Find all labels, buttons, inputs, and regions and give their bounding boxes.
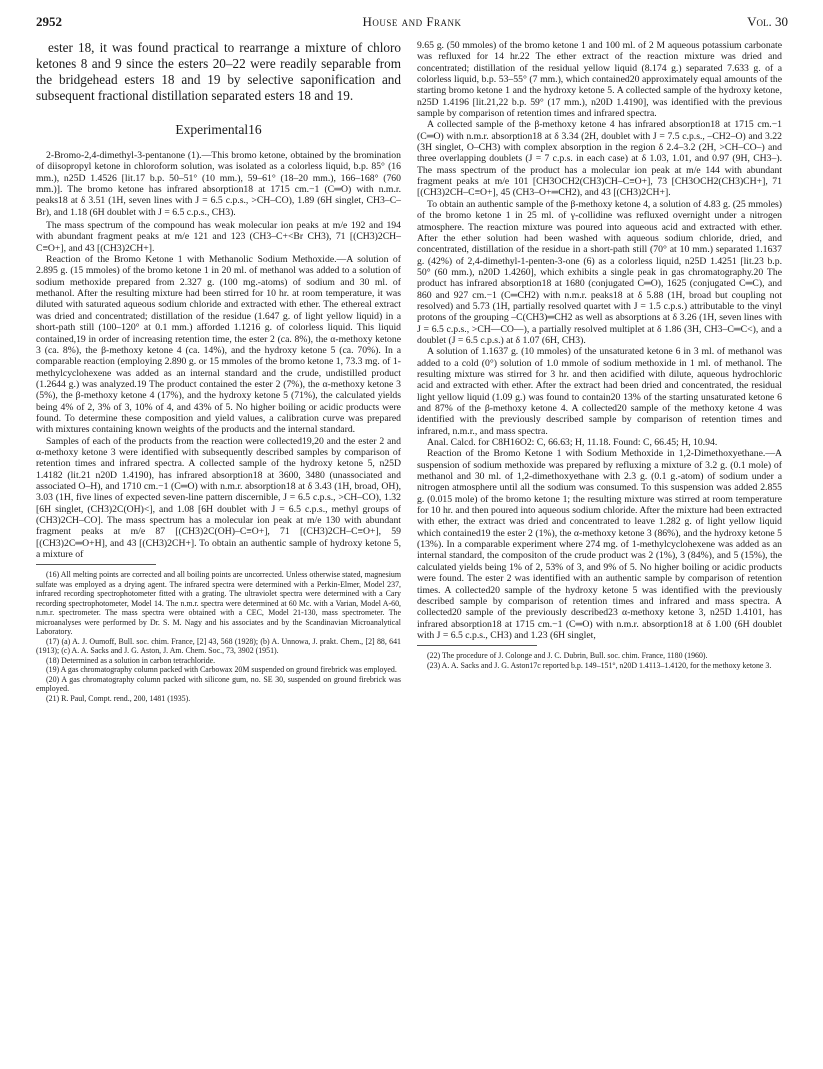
running-header — [36, 14, 788, 34]
footnote-20: (20) A gas chromatography column packed with silicone gum, no. SE 30, suspended on ground firebrick was employed. — [36, 674, 401, 694]
footnote-divider — [36, 564, 156, 565]
paragraph-analysis: Anal. Calcd. for C8H16O2: C, 66.63; H, 11.18. Found: C, 66.45; H, 10.94. — [427, 437, 718, 449]
paragraph-continued: 9.65 g. (50 mmoles) of the bromo ketone 1 and 100 ml. of 2 M aqueous potassium carbonate was refluxed for 14 hr.22 The ether extract of the reaction mixture was dried and concentrated; distillation of the residual yellow liquid (8.174 g.) separated 7.633 g. of a colorless liquid, b.p. 53–55° (7 mm.), which contained20 approximately equal amounts of the starting bromo ketone 1 and the hydroxy ketone 5. A collected sample of the hydroxy ketone, n25D 1.4196 [lit.21,22 b.p. 59° (17 mm.), n20D 1.4190], was identified with the previous sample by comparison of retention times and infrared spectra. — [417, 40, 782, 120]
paragraph-authentic-sample: To obtain an authentic sample of the β-methoxy ketone 4, a solution of 4.83 g. (25 mmoles) of the bromo ketone 1 in 25 ml. of γ-collidine was refluxed overnight under a nitrogen atmosphere. The reaction mixture was poured into aqueous acid and extracted with ether. After the ether solution had been washed with aqueous sodium chloride, dried, and concentrated, distillation of the residue in a short-path still (70° at 10 mm.) separated 1.1637 g. (42%) of 2,4-dimethyl-1-penten-3-one (6) as a colorless liquid, n25D 1.4251 [lit.23 b.p. 50° (60 mm.), n20D 1.4260], which exhibits a single peak in gas chromatography.20 The product has infrared absorption18 at 1680 (conjugated C═O), 1625 (conjugated C═C), and 860 and 927 cm.−1 (C═CH2) with n.m.r. peaks18 at δ 5.88 (1H, broad but coupling not resolved) and 5.73 (1H, partially resolved quartet with J = 1.5 c.p.s.) attributable to the vinyl protons of the grouping –C(CH3)═CH2 as well as absorptions at δ 3.26 (1H, seven lines with J = 6.5 c.p.s., >CH—CO—), a partially resolved multiplet at δ 1.86 (3H, CH3–C═C<), and a doublet (J = 6.5 c.p.s.) at δ 1.07 (6H, CH3). — [417, 198, 782, 346]
volume-label: Vol. 30 — [747, 14, 788, 29]
footnote-19: (19) A gas chromatography column packed with Carbowax 20M suspended on ground firebrick was employed. — [46, 665, 397, 675]
right-column — [417, 40, 782, 670]
footnote-22: (22) The procedure of J. Colonge and J. C. Dubrin, Bull. soc. chim. France, 1180 (1960). — [427, 651, 708, 661]
paragraph-product-samples: Samples of each of the products from the reaction were collected19,20 and the ester 2 and α-methoxy ketone 3 were identified with subsequently described samples by comparison of retention times and infrared spectra. A collected sample of the hydroxy ketone 5, n25D 1.4182 (lit.21 n20D 1.4190), has infrared absorption18 at 3600, 3480 (unassociated and associated O–H), and 1710 cm.−1 (C═O) with n.m.r. absorption18 at δ 3.43 (1H, broad, OH), 3.03 (1H, five lines of expected seven-line pattern discernible, J = 6.5 c.p.s., >CH–CO), 1.32 [6H singlet, (CH3)2C(OH)<], and 1.08 [6H doublet with J = 6.5 c.p.s., methyl groups of (CH3)2CH–CO]. The mass spectrum has a molecular ion peak at m/e 130 with abundant fragment peaks at m/e 87 [(CH3)2C(OH)–C≡O+], 71 [(CH3)2CH–C≡O+], 59 [(CH3)2C═O+H], and 43 [(CH3)2CH+]. To obtain an authentic sample of hydroxy ketone 5, a mixture of — [36, 435, 401, 561]
running-title: House and Frank — [362, 14, 462, 29]
footnote-21: (21) R. Paul, Compt. rend., 200, 1481 (1935). — [46, 693, 191, 703]
paragraph-beta-methoxy: A collected sample of the β-methoxy ketone 4 has infrared absorption18 at 1715 cm.−1 (C═O) with n.m.r. absorption18 at δ 3.34 (2H, doublet with J = 7.5 c.p.s., –CH2–O) and 3.22 (3H singlet, O–CH3) with complex absorption in the region δ 2.4–3.2 (2H, >CH–CO–) and three overlapping doublets (J = 7 c.p.s. in each case) at δ 1.03, 1.01, and 0.97 (9H, CH3–). The mass spectrum of the product has a molecular ion peak at m/e 144 with abundant fragment peaks at m/e 101 [CH3OCH2(CH3)CH–C≡O+], 73 [CH3OCH2(CH3)CH+], 71 [(CH3)2CH–C≡O+], 45 (CH3–O+═CH2), and 43 [(CH3)2CH+]. — [417, 119, 782, 199]
paragraph-unsaturated-ketone: A solution of 1.1637 g. (10 mmoles) of the unsaturated ketone 6 in 3 ml. of methanol was added to a cold (0°) solution of 1.0 mmole of sodium methoxide in 1 ml. of methanol. The resulting mixture was stirred for 3 hr. and then acidified with dilute, aqueous hydrochloric acid and extracted with ether. After the extract had been dried and concentrated, the residual light yellow liquid (1.09 g.) was found to contain20 13% of the starting unsaturated ketone 6 and 87% of the β-methoxy ketone 4. A collected20 sample of the methoxy ketone 4 was identified with the previously described sample by comparison of retention times and infrared, n.m.r., and mass spectra. — [417, 346, 782, 437]
footnote-23: (23) A. A. Sacks and J. G. Aston17c reported b.p. 149–151°, n20D 1.4113–1.4120, for the methoxy ketone 3. — [427, 660, 772, 670]
footnote-18: (18) Determined as a solution in carbon tetrachloride. — [46, 655, 216, 665]
page-number: 2952 — [36, 14, 62, 29]
paragraph-dimethoxyethane: Reaction of the Bromo Ketone 1 with Sodium Methoxide in 1,2-Dimethoxyethane.—A suspension of sodium methoxide was prepared by refluxing a mixture of 3.2 g. (0.1 mole) of methanol and 30 ml. of 1,2-dimethoxyethane with 2.3 g. (0.1 g.-atom) of sodium under a nitrogen atmosphere until all the sodium was consumed. To this suspension was added 2.855 g. (0.015 mole) of the bromo ketone 1; the resulting mixture was stirred at room temperature for 10 hr. and then poured into aqueous sodium chloride. After the mixture had been extracted with ether, the extract was dried and concentrated to leave 1.282 g. of light yellow liquid which contained19 the ester 2 (1%), the α-methoxy ketone 3 (86%), and the hydroxy ketone 5 (13%). In a comparable experiment where 274 mg. of 1-methylcyclohexene was added as an internal standard, the compositon of the crude product was 2 (1%), 3 (84%), and 5 (15%), the calculated yields being 1% of 2, 53% of 3, and 9% of 5. No higher boiling or acidic products were found. The ester 2 was identified with an authentic sample by comparison of retention times. A collected20 sample of the hydroxy ketone 5 was identified with the previously described sample by comparison of retention times and infrared and mass spectra. A collected20 sample of the previously described23 α-methoxy ketone 3, n25D 1.4101, has infrared absorption18 at 1715 cm.−1 (C═O) with n.m.r. absorption18 at δ 1.00 (6H doublet with J = 6.5 c.p.s., CH3) and 1.23 (6H singlet, — [417, 448, 782, 641]
lead-paragraph: ester 18, it was found practical to rearrange a mixture of chloro ketones 8 and 9 since the esters 20–22 were readily separable from the bridgehead esters 18 and 19 by selective saponification and subsequent fractional distillation separated esters 18 and 19. — [36, 40, 401, 103]
paragraph-methanolic-reaction: Reaction of the Bromo Ketone 1 with Methanolic Sodium Methoxide.—A solution of 2.895 g. (15 mmoles) of the bromo ketone 1 in 20 ml. of methanol was added to a solution of sodium methoxide prepared from 2.327 g. (100 mg.-atoms) of sodium and 30 ml. of methanol. After the resulting mixture had been stirred for 10 hr. at room temperature, it was diluted with saturated aqueous sodium chloride and extracted with ether. The ethereal extract was dried and concentrated; distillation of the residue (1.647 g. of light yellow liquid) in a short-path still (100–120° at 0.1 mm.) afforded 1.1216 g. of colorless liquid. This liquid contained,19 in order of increasing retention time, the ester 2 (ca. 8%), the α-methoxy ketone 3 (ca. 8%), the β-methoxy ketone 4 (ca. 14%), and the hydroxy ketone 5 (ca. 70%). In a comparable reaction (employing 2.890 g. or 15 mmoles of the bromo ketone 1, 73.3 mg. of 1-methylcyclohexene was added as an internal standard and the crude, undistilled product (1.2644 g.) was analyzed.19 The product contained the ester 2 (7%), the α-methoxy ketone 3 (5%), the β-methoxy ketone 4 (17%), and the hydroxy ketone 5 (71%), the calculated yields being 4% of 2, 3% of 3, 10% of 4, and 43% of 5. No higher boiling or acidic products were found. To determine these composition and yield values, a calibration curve was prepared with mixtures containing known weights of the products and the internal standard. — [36, 254, 401, 436]
section-heading: Experimental16 — [175, 122, 262, 137]
footnote-divider — [417, 645, 537, 646]
footnote-17: (17) (a) A. J. Oumoff, Bull. soc. chim. France, [2] 43, 568 (1928); (b) A. Unnowa, J. prakt. Chem., [2] 88, 641 (1913); (c) A. A. Sacks and J. G. Aston, J. Am. Chem. Soc., 73, 3902 (1951). — [36, 636, 401, 656]
paragraph-bromo-ketone: 2-Bromo-2,4-dimethyl-3-pentanone (1).—This bromo ketone, obtained by the bromination of diisopropyl ketone in chloroform solution, was isolated as a colorless liquid, b.p. 85° (16 mm.), n25D 1.4526 [lit.17 b.p. 50–51° (10 mm.), 59–61° (18–20 mm.), 166–168° (760 mm.)]. The bromo ketone has infrared absorption18 at 1715 cm.−1 (C═O) with n.m.r. peaks18 at δ 3.51 (1H, seven lines with J = 6.5 c.p.s., >CH–CO), 1.89 (6H singlet, CH3–C–Br), and 1.18 (6H doublet with J = 6.5 c.p.s., CH3). — [36, 150, 401, 218]
paragraph-mass-spectrum: The mass spectrum of the compound has weak molecular ion peaks at m/e 192 and 194 with abundant fragment peaks at m/e 121 and 123 (CH3–C+<Br CH3), 71 [(CH3)2CH–C≡O+], and 43 [(CH3)2CH+]. — [36, 220, 401, 254]
footnote-16: (16) All melting points are corrected and all boiling points are uncorrected. Unless otherwise stated, magnesium sulfate was employed as a drying agent. The infrared spectra were determined with a Perkin-Elmer, Model 237, infrared recording spectrophotometer fitted with a grating. The ultraviolet spectra were determined with a Cary recording spectrophotometer, Model 14. The n.m.r. spectra were determined at 60 Mc. with a Varian, Model A-60, n.m.r. spectrometer. The mass spectra were obtained with a CEC, Model 21-130, mass spectrometer. The microanalyses were performed by Dr. S. M. Nagy and his associates and by the Scandinavian Microanalytical Laboratory. — [36, 570, 401, 637]
left-column — [36, 40, 401, 703]
